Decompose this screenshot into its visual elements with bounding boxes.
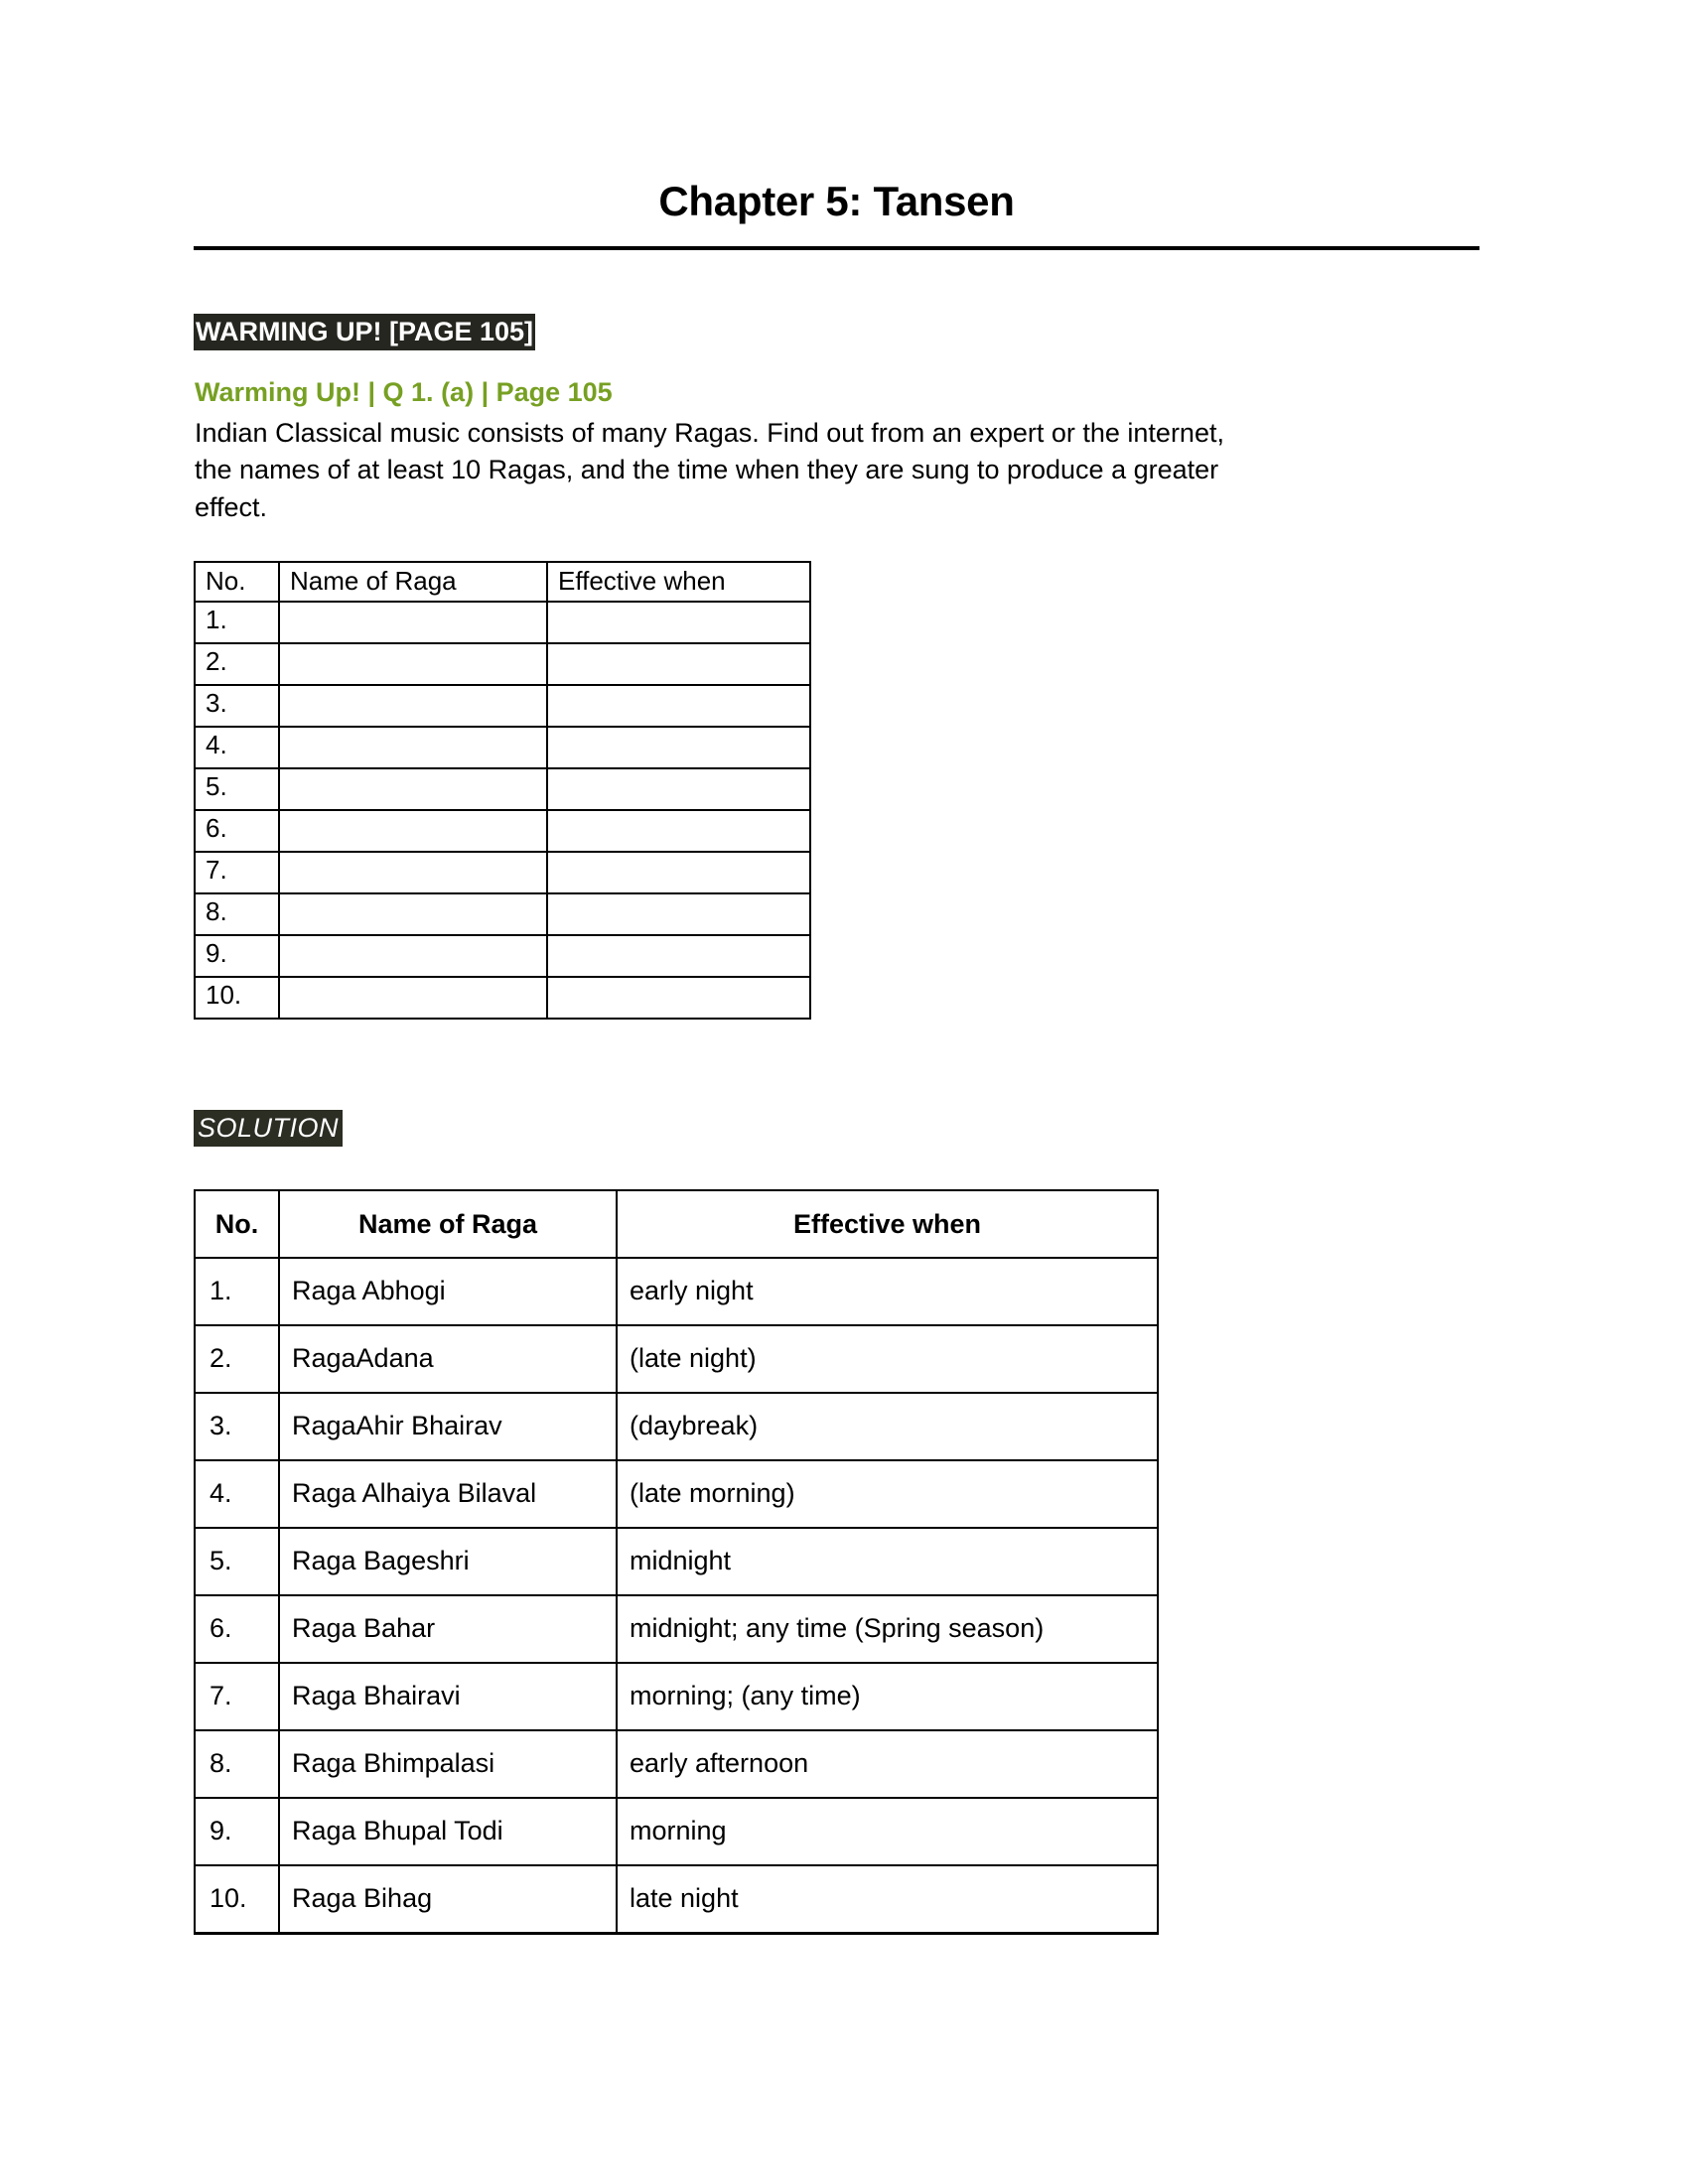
table-row — [195, 727, 810, 768]
cell-when: (late night) — [617, 1325, 1158, 1393]
cell-when[interactable] — [547, 685, 810, 727]
cell-no: 5. — [195, 768, 279, 810]
cell-no: 10. — [195, 977, 279, 1019]
table-row — [195, 1663, 1158, 1730]
solution-label: SOLUTION — [194, 1110, 343, 1147]
question-body-line: the names of at least 10 Ragas, and the time when they are sung to produce a greater — [195, 455, 1219, 485]
cell-name[interactable] — [279, 852, 547, 893]
cell-name[interactable] — [279, 685, 547, 727]
table-header-row — [195, 562, 810, 602]
cell-when[interactable] — [547, 977, 810, 1019]
table-row — [195, 768, 810, 810]
column-header-no: No. — [195, 1190, 279, 1258]
table-row — [195, 1865, 1158, 1934]
cell-when[interactable] — [547, 852, 810, 893]
question-subheading: Warming Up! | Q 1. (a) | Page 105 — [195, 377, 613, 407]
cell-when: late night — [617, 1865, 1158, 1934]
cell-name: Raga Bhimpalasi — [279, 1730, 617, 1798]
cell-no: 1. — [195, 602, 279, 643]
cell-name: Raga Abhogi — [279, 1258, 617, 1325]
cell-no: 1. — [195, 1258, 279, 1325]
cell-name: RagaAdana — [279, 1325, 617, 1393]
cell-when[interactable] — [547, 893, 810, 935]
cell-when[interactable] — [547, 643, 810, 685]
cell-no: 10. — [195, 1865, 279, 1934]
cell-no: 9. — [195, 935, 279, 977]
column-header-name: Name of Raga — [279, 1190, 617, 1258]
cell-no: 9. — [195, 1798, 279, 1865]
column-header-when: Effective when — [617, 1190, 1158, 1258]
cell-when: morning; (any time) — [617, 1663, 1158, 1730]
cell-when[interactable] — [547, 768, 810, 810]
table-row — [195, 685, 810, 727]
cell-name[interactable] — [279, 643, 547, 685]
solution-raga-table — [194, 1189, 1159, 1935]
blank-raga-table-container — [194, 561, 811, 1020]
cell-name: RagaAhir Bhairav — [279, 1393, 617, 1460]
cell-when: midnight — [617, 1528, 1158, 1595]
question-body — [195, 415, 1476, 526]
cell-when: midnight; any time (Spring season) — [617, 1595, 1158, 1663]
cell-name: Raga Bhupal Todi — [279, 1798, 617, 1865]
column-header-when: Effective when — [547, 562, 810, 602]
title-divider — [194, 246, 1479, 250]
cell-when: early night — [617, 1258, 1158, 1325]
table-row — [195, 1258, 1158, 1325]
cell-name: Raga Bhairavi — [279, 1663, 617, 1730]
cell-no: 6. — [195, 1595, 279, 1663]
section-heading-container — [194, 314, 535, 350]
table-row — [195, 935, 810, 977]
table-header-row — [195, 1190, 1158, 1258]
cell-when: (late morning) — [617, 1460, 1158, 1528]
page-title: Chapter 5: Tansen — [658, 178, 1015, 224]
blank-raga-table — [194, 561, 811, 1020]
cell-name[interactable] — [279, 935, 547, 977]
cell-name: Raga Bahar — [279, 1595, 617, 1663]
solution-label-container — [194, 1110, 343, 1147]
table-row — [195, 1798, 1158, 1865]
cell-when[interactable] — [547, 602, 810, 643]
cell-no: 3. — [195, 685, 279, 727]
table-row — [195, 810, 810, 852]
cell-no: 4. — [195, 727, 279, 768]
cell-no: 6. — [195, 810, 279, 852]
table-row — [195, 977, 810, 1019]
cell-no: 8. — [195, 893, 279, 935]
cell-name[interactable] — [279, 977, 547, 1019]
cell-when: morning — [617, 1798, 1158, 1865]
cell-no: 2. — [195, 1325, 279, 1393]
cell-when[interactable] — [547, 727, 810, 768]
cell-name: Raga Bageshri — [279, 1528, 617, 1595]
section-heading: WARMING UP! [PAGE 105] — [194, 314, 535, 350]
cell-no: 2. — [195, 643, 279, 685]
cell-name: Raga Bihag — [279, 1865, 617, 1934]
solution-raga-table-container — [194, 1189, 1159, 1935]
table-row — [195, 1595, 1158, 1663]
table-row — [195, 1393, 1158, 1460]
table-row — [195, 1460, 1158, 1528]
table-row — [195, 1730, 1158, 1798]
cell-name[interactable] — [279, 768, 547, 810]
cell-when[interactable] — [547, 810, 810, 852]
question-body-line: effect. — [195, 491, 268, 522]
table-row — [195, 602, 810, 643]
cell-no: 5. — [195, 1528, 279, 1595]
table-row — [195, 1528, 1158, 1595]
table-row — [195, 852, 810, 893]
cell-no: 4. — [195, 1460, 279, 1528]
cell-name[interactable] — [279, 602, 547, 643]
table-row — [195, 1325, 1158, 1393]
table-row — [195, 643, 810, 685]
cell-name[interactable] — [279, 893, 547, 935]
table-row — [195, 893, 810, 935]
column-header-no: No. — [195, 562, 279, 602]
cell-name: Raga Alhaiya Bilaval — [279, 1460, 617, 1528]
cell-no: 3. — [195, 1393, 279, 1460]
question-body-line: Indian Classical music consists of many Ragas. Find out from an expert or the internet, — [195, 418, 1224, 448]
cell-name[interactable] — [279, 810, 547, 852]
cell-when: early afternoon — [617, 1730, 1158, 1798]
cell-name[interactable] — [279, 727, 547, 768]
cell-no: 7. — [195, 852, 279, 893]
title-block — [194, 179, 1479, 250]
column-header-name: Name of Raga — [279, 562, 547, 602]
cell-when: (daybreak) — [617, 1393, 1158, 1460]
cell-when[interactable] — [547, 935, 810, 977]
cell-no: 7. — [195, 1663, 279, 1730]
cell-no: 8. — [195, 1730, 279, 1798]
